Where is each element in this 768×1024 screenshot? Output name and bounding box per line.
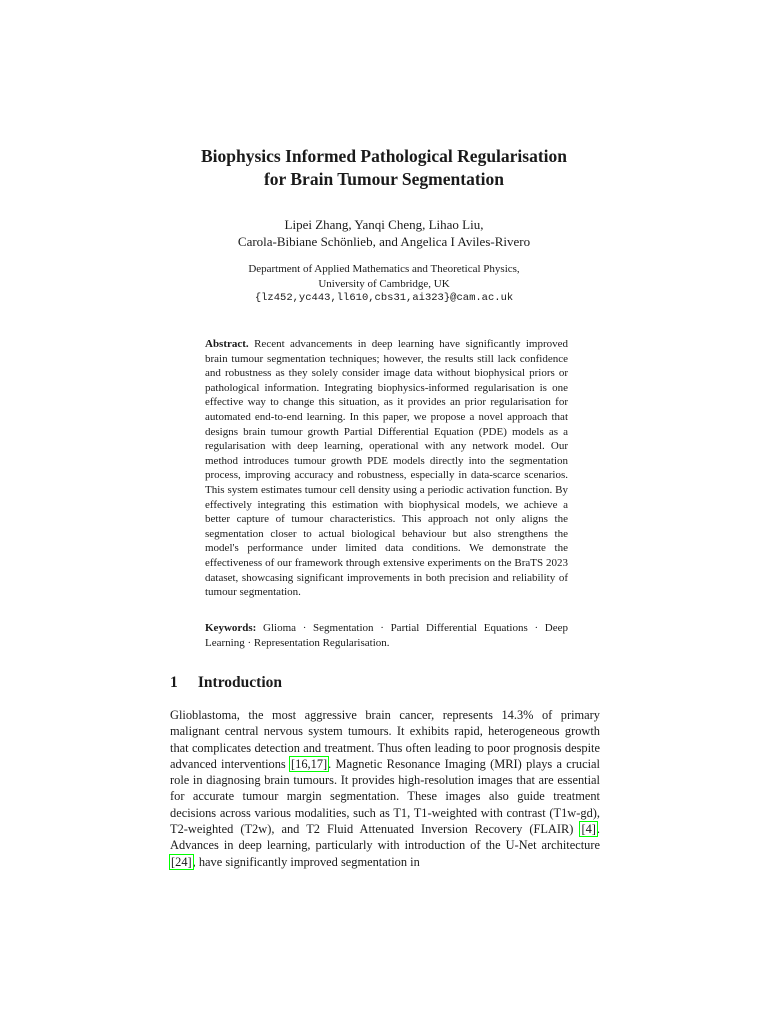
section-number: 1 <box>170 674 178 691</box>
title-line-1: Biophysics Informed Pathological Regularisation <box>200 146 568 166</box>
affiliation-line-2: University of Cambridge, UK <box>318 277 450 290</box>
affiliation <box>0 262 768 306</box>
citation-link-24[interactable]: [24] <box>171 854 192 869</box>
section-heading-introduction <box>170 674 282 692</box>
introduction-paragraph <box>170 707 600 870</box>
citation-link-4[interactable]: [4] <box>581 822 596 837</box>
authors-line-2: Carola-Bibiane Schönlieb, and Angelica I Aviles-Rivero <box>237 234 531 249</box>
keywords <box>205 621 568 650</box>
author-email[interactable]: {lz452,yc443,ll610,cbs31,ai323}@cam.ac.uk <box>254 292 514 304</box>
abstract-label: Abstract. <box>205 338 249 350</box>
keywords-label: Keywords: <box>205 622 257 634</box>
paper-title <box>0 145 768 191</box>
keywords-text: Glioma · Segmentation · Partial Differential Equations · Deep Learning · Representation Regularisation. <box>205 622 568 649</box>
citation-link-16-17[interactable]: [16,17] <box>291 756 328 771</box>
intro-text-part-2: . Magnetic Resonance Imaging (MRI) plays a crucial role in diagnosing brain tumours. It provides high-resolution images that are essential for accurate tumour margin segmentation. These images also guide treatment decisions across various modalities, such as T1, T1-weighted with contrast (T1w-gd), T2-weighted (T2w), and T2 Fluid Attenuated Inversion Recovery (FLAIR) <box>170 756 600 837</box>
affiliation-line-1: Department of Applied Mathematics and Theoretical Physics, <box>248 263 520 275</box>
intro-text-part-1: Glioblastoma, the most aggressive brain cancer, represents 14.3% of primary malignant central nervous system tumours. It exhibits rapid, heterogeneous growth that complicates detection and treatment. Thus often leading to poor prognosis despite advanced interventions <box>170 708 600 771</box>
abstract <box>205 337 568 600</box>
intro-text-part-3: . Advances in deep learning, particularly with introduction of the U-Net architecture <box>170 822 600 853</box>
author-list <box>0 216 768 250</box>
abstract-text: Recent advancements in deep learning have significantly improved brain tumour segmentation techniques; however, the results still lack confidence and robustness as they solely consider image data without biophysical priors or pathological information. Integrating biophysics-informed regularisation is one effective way to change this situation, as it provides an prior regularisation for automated end-to-end learning. In this paper, we propose a novel approach that designs brain tumour growth Partial Differential Equation (PDE) models as a regularisation with deep learning, operational with any network model. Our method introduces tumour growth PDE models directly into the segmentation process, improving accuracy and robustness, especially in data-scarce scenarios. This system estimates tumour cell density using a periodic activation function. By effectively integrating this estimation with biophysical models, we achieve a better capture of tumour characteristics. This approach not only aligns the segmentation closer to actual biological behaviour but also strengthens the model's performance under limited data conditions. We demonstrate the effectiveness of our framework through extensive experiments on the BraTS 2023 dataset, showcasing significant improvements in both precision and reliability of tumour segmentation. <box>205 338 568 599</box>
title-line-2: for Brain Tumour Segmentation <box>263 169 504 189</box>
section-title: Introduction <box>197 674 282 691</box>
intro-text-part-4: , have significantly improved segmentation in <box>192 854 420 869</box>
authors-line-1: Lipei Zhang, Yanqi Cheng, Lihao Liu, <box>284 217 484 232</box>
